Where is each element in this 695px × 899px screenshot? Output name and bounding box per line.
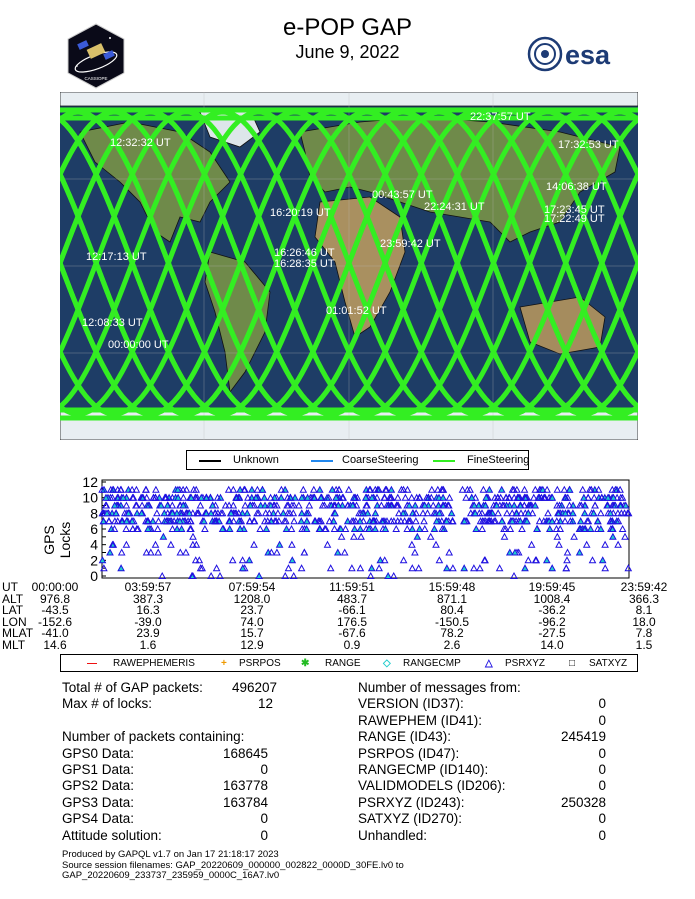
legend-psrxyz-label: PSRXYZ — [505, 658, 546, 669]
y-tick-label: 8 — [90, 505, 98, 522]
message-count-label: VALIDMODELS (ID206): — [358, 778, 506, 794]
max-locks-label: Max # of locks: — [62, 696, 153, 712]
table-cell: 12.9 — [240, 637, 264, 652]
orbit-time-label: 17:23:45 UT — [544, 204, 605, 216]
orbit-map — [60, 92, 638, 440]
y-tick-label: 4 — [90, 536, 98, 553]
gps-locks-chart — [45, 476, 645, 584]
table-cell: 1.6 — [139, 637, 157, 652]
table-cell: 15:59:48 — [428, 580, 476, 594]
message-count-value: 0 — [598, 745, 606, 761]
orbit-time-label: 12:17:13 UT — [86, 251, 147, 263]
table-cell: -43.5 — [41, 603, 69, 617]
table-cell: 23:59:42 — [620, 580, 668, 594]
table-cell: 18.0 — [632, 614, 656, 629]
message-count-value: 0 — [598, 712, 606, 728]
legend-range-label: RANGE — [325, 658, 361, 669]
table-cell: 23.9 — [136, 626, 160, 640]
legend-rangecmp-symbol: ◇ — [383, 658, 391, 669]
max-locks-value: 12 — [258, 696, 274, 712]
legend-psrpos-label: PSRPOS — [239, 658, 281, 669]
message-count-label: PSRPOS (ID47): — [358, 745, 460, 761]
orbit-time-label: 17:22:49 UT — [544, 213, 605, 225]
legend-rawephemeris-label: RAWEPHEMERIS — [113, 658, 195, 669]
table-cell: -152.6 — [37, 614, 73, 629]
table-cell: 1008.4 — [533, 591, 571, 606]
table-cell: 78.2 — [440, 626, 464, 640]
containing-heading: Number of packets containing: — [62, 729, 245, 745]
table-cell: 00:00:00 — [31, 580, 79, 594]
table-cell: 0.9 — [343, 637, 361, 652]
packet-count-label: Attitude solution: — [62, 827, 162, 843]
orbit-time-label: 01:01:52 UT — [326, 305, 387, 317]
table-cell: 07:59:54 — [228, 580, 276, 594]
packet-count-label: GPS2 Data: — [62, 778, 135, 794]
message-count-label: VERSION (ID37): — [358, 696, 464, 712]
legend-unknown-line — [199, 460, 221, 462]
orbit-time-label: 22:37:57 UT — [470, 111, 531, 123]
table-cell: -39.0 — [134, 614, 162, 629]
esa-logo-text: esa — [565, 40, 611, 70]
table-cell: 366.3 — [628, 591, 660, 606]
orbit-time-label: 23:59:42 UT — [380, 238, 441, 250]
orbit-time-label: 00:00:00 UT — [108, 339, 169, 351]
legend-psrpos-symbol: + — [221, 658, 227, 669]
total-packets-label: Total # of GAP packets: — [62, 680, 203, 695]
legend-unknown-label: Unknown — [233, 454, 279, 466]
packet-count-label: GPS1 Data: — [62, 761, 135, 777]
legend-satxyz-symbol: □ — [569, 658, 576, 669]
y-axis-label: GPS Locks — [41, 521, 73, 559]
table-cell: 176.5 — [336, 614, 368, 629]
row-header: UT — [2, 580, 18, 594]
table-cell: 03:59:57 — [124, 580, 172, 594]
total-packets-value: 496207 — [232, 680, 278, 695]
table-cell: 15.7 — [240, 626, 264, 640]
message-count-label: RANGECMP (ID140): — [358, 761, 489, 777]
steering-legend — [186, 450, 529, 470]
packet-count-label: GPS0 Data: — [62, 745, 135, 761]
message-count-value: 245419 — [560, 729, 606, 745]
table-cell: 11:59:51 — [329, 580, 375, 594]
row-header: LAT — [2, 603, 24, 617]
orbit-time-label: 22:24:31 UT — [424, 201, 485, 213]
packet-count-value: 0 — [260, 811, 268, 827]
table-cell: 483.7 — [336, 591, 368, 606]
y-tick-label: 10 — [82, 489, 98, 506]
packet-count-value: 163778 — [222, 778, 268, 794]
legend-rangecmp-label: RANGECMP — [403, 658, 461, 669]
message-stats — [358, 680, 628, 844]
table-cell: -36.2 — [538, 603, 566, 617]
table-cell: -150.5 — [434, 614, 470, 629]
y-tick-label: 0 — [90, 568, 98, 584]
table-cell: 7.8 — [635, 626, 653, 640]
page-title: e-POP GAP — [283, 14, 412, 41]
message-count-label: PSRXYZ (ID243): — [358, 794, 465, 810]
message-count-value: 0 — [598, 811, 606, 827]
table-cell: -27.5 — [538, 626, 566, 640]
legend-fine-line — [433, 460, 455, 462]
legend-satxyz-label: SATXYZ — [589, 658, 628, 669]
y-tick-label: 2 — [90, 552, 98, 569]
legend-fine-label: FineSteering — [467, 454, 530, 466]
row-header: MLAT — [2, 626, 34, 640]
packet-count-value: 168645 — [222, 745, 268, 761]
table-cell: 387.3 — [132, 591, 164, 606]
footer-produced: Produced by GAPQL v1.7 on Jan 17 21:18:17 2023 — [62, 849, 279, 860]
message-count-value: 0 — [598, 761, 606, 777]
message-count-value: 0 — [598, 827, 606, 843]
table-cell: -41.0 — [41, 626, 69, 640]
legend-range-symbol: ✱ — [301, 658, 310, 669]
row-header: LON — [2, 614, 27, 629]
row-header: MLT — [2, 637, 26, 652]
orbit-time-label: 16:28:35 UT — [274, 258, 335, 270]
legend-coarse-line — [311, 460, 333, 462]
esa-logo — [527, 36, 635, 72]
message-count-label: SATXYZ (ID270): — [358, 811, 463, 827]
orbit-time-label: 12:32:32 UT — [110, 137, 171, 149]
footer — [62, 850, 662, 882]
table-cell: 19:59:45 — [528, 580, 576, 594]
table-cell: 976.8 — [39, 591, 71, 606]
table-cell: 74.0 — [240, 614, 264, 629]
y-tick-label: 6 — [90, 521, 98, 537]
table-cell: 1208.0 — [233, 591, 271, 606]
packet-stats — [62, 680, 322, 844]
orbit-time-label: 16:26:46 UT — [274, 247, 335, 259]
message-count-value: 0 — [598, 696, 606, 712]
footer-source-end: GAP_20220609_233737_235959_0000C_16A7.lv0 — [62, 870, 280, 881]
table-cell: -67.6 — [338, 626, 366, 640]
packet-count-value: 0 — [260, 761, 268, 777]
ephemeris-table — [2, 580, 668, 652]
orbit-time-label: 16:20:19 UT — [270, 207, 331, 219]
y-tick-label: 12 — [82, 476, 98, 490]
table-cell: 871.1 — [436, 591, 468, 606]
orbit-time-label: 17:32:53 UT — [558, 139, 619, 151]
mission-logo — [62, 22, 130, 90]
messages-heading: Number of messages from: — [358, 680, 521, 695]
packet-count-label: GPS4 Data: — [62, 811, 135, 827]
packet-count-value: 0 — [260, 827, 268, 843]
table-cell: 1.5 — [635, 637, 653, 652]
footer-source: Source session filenames: GAP_20220609_000000_002822_0000D_30FE.lv0 to — [62, 859, 404, 871]
legend-psrxyz-symbol: △ — [485, 658, 493, 669]
packet-count-label: GPS3 Data: — [62, 794, 135, 810]
message-count-label: Unhandled: — [358, 827, 428, 843]
table-cell: 2.6 — [443, 637, 461, 652]
table-cell: -66.1 — [338, 603, 366, 617]
table-cell: 8.1 — [635, 603, 653, 617]
table-cell: 14.0 — [540, 637, 564, 652]
legend-rawephemeris-symbol: — — [87, 658, 97, 669]
message-count-label: RAWEPHEM (ID41): — [358, 712, 483, 728]
table-row — [2, 637, 653, 652]
packet-count-value: 163784 — [222, 794, 268, 810]
orbit-time-label: 00:43:57 UT — [372, 189, 433, 201]
orbit-time-label: 12:08:33 UT — [82, 317, 143, 329]
table-cell: -96.2 — [538, 614, 566, 629]
page-date: June 9, 2022 — [295, 42, 400, 62]
row-header: ALT — [2, 591, 24, 606]
legend-coarse-label: CoarseSteering — [342, 454, 419, 466]
mission-logo-text: CASSIOPE — [84, 76, 108, 81]
table-cell: 14.6 — [43, 637, 67, 652]
table-cell: 23.7 — [240, 603, 264, 617]
message-count-value: 250328 — [560, 794, 606, 810]
table-cell: 16.3 — [136, 603, 160, 617]
message-count-label: RANGE (ID43): — [358, 729, 452, 745]
message-legend — [60, 654, 638, 672]
orbit-time-label: 14:06:38 UT — [546, 181, 607, 193]
message-count-value: 0 — [598, 778, 606, 794]
table-cell: 80.4 — [440, 603, 464, 617]
